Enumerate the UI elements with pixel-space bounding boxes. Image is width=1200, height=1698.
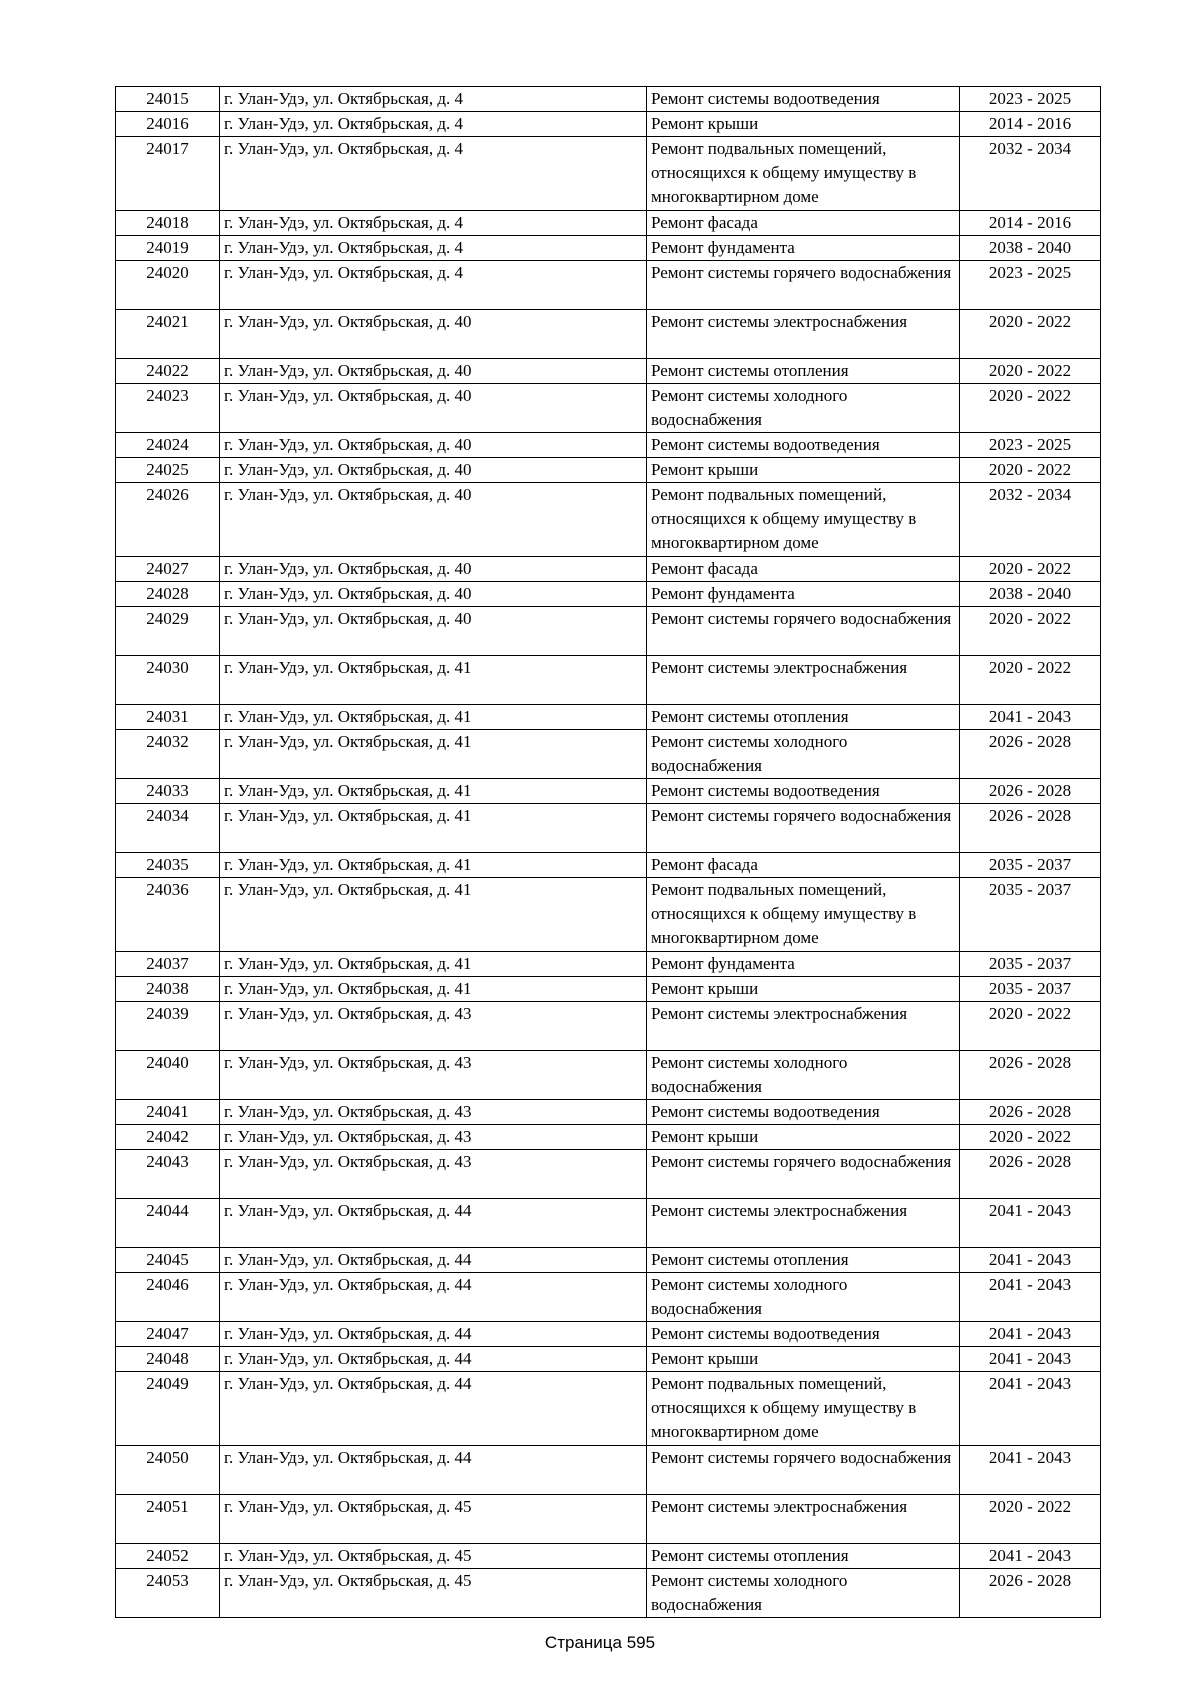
work-type-cell: Ремонт системы холодного водоснабжения — [647, 1273, 960, 1322]
work-type-cell: Ремонт фасада — [647, 211, 960, 236]
table-row — [116, 261, 1101, 310]
period-cell: 2014 - 2016 — [960, 211, 1101, 236]
address-cell: г. Улан-Удэ, ул. Октябрьская, д. 41 — [220, 656, 647, 705]
address-cell: г. Улан-Удэ, ул. Октябрьская, д. 44 — [220, 1199, 647, 1248]
address-cell: г. Улан-Удэ, ул. Октябрьская, д. 41 — [220, 977, 647, 1002]
period-cell: 2023 - 2025 — [960, 261, 1101, 310]
record-number-cell: 24025 — [116, 458, 220, 483]
record-number-cell: 24020 — [116, 261, 220, 310]
address-cell: г. Улан-Удэ, ул. Октябрьская, д. 43 — [220, 1051, 647, 1100]
record-number-cell: 24021 — [116, 310, 220, 359]
table-body — [116, 87, 1101, 1618]
address-cell: г. Улан-Удэ, ул. Октябрьская, д. 40 — [220, 433, 647, 458]
work-type-cell: Ремонт подвальных помещений, относящихся к общему имуществу в многоквартирном доме — [647, 483, 960, 557]
period-cell: 2041 - 2043 — [960, 1248, 1101, 1273]
work-type-cell: Ремонт фасада — [647, 557, 960, 582]
table-row — [116, 705, 1101, 730]
record-number-cell: 24043 — [116, 1150, 220, 1199]
record-number-cell: 24029 — [116, 607, 220, 656]
period-cell: 2020 - 2022 — [960, 359, 1101, 384]
address-cell: г. Улан-Удэ, ул. Октябрьская, д. 40 — [220, 458, 647, 483]
address-cell: г. Улан-Удэ, ул. Октябрьская, д. 43 — [220, 1002, 647, 1051]
address-cell: г. Улан-Удэ, ул. Октябрьская, д. 44 — [220, 1248, 647, 1273]
period-cell: 2035 - 2037 — [960, 952, 1101, 977]
work-type-cell: Ремонт системы отопления — [647, 1544, 960, 1569]
work-type-cell: Ремонт системы горячего водоснабжения — [647, 804, 960, 853]
table-row — [116, 1322, 1101, 1347]
period-cell: 2020 - 2022 — [960, 384, 1101, 433]
table-row — [116, 1544, 1101, 1569]
record-number-cell: 24018 — [116, 211, 220, 236]
address-cell: г. Улан-Удэ, ул. Октябрьская, д. 41 — [220, 853, 647, 878]
period-cell: 2026 - 2028 — [960, 1150, 1101, 1199]
work-type-cell: Ремонт фундамента — [647, 952, 960, 977]
table-row — [116, 483, 1101, 557]
period-cell: 2020 - 2022 — [960, 656, 1101, 705]
address-cell: г. Улан-Удэ, ул. Октябрьская, д. 45 — [220, 1544, 647, 1569]
address-cell: г. Улан-Удэ, ул. Октябрьская, д. 40 — [220, 359, 647, 384]
record-number-cell: 24034 — [116, 804, 220, 853]
address-cell: г. Улан-Удэ, ул. Октябрьская, д. 4 — [220, 236, 647, 261]
work-type-cell: Ремонт системы водоотведения — [647, 433, 960, 458]
work-type-cell: Ремонт системы горячего водоснабжения — [647, 1150, 960, 1199]
table-row — [116, 656, 1101, 705]
period-cell: 2023 - 2025 — [960, 87, 1101, 112]
table-row — [116, 211, 1101, 236]
record-number-cell: 24016 — [116, 112, 220, 137]
page-number: Страница 595 — [544, 1633, 656, 1652]
record-number-cell: 24017 — [116, 137, 220, 211]
record-number-cell: 24023 — [116, 384, 220, 433]
record-number-cell: 24052 — [116, 1544, 220, 1569]
period-cell: 2041 - 2043 — [960, 1322, 1101, 1347]
table-row — [116, 557, 1101, 582]
period-cell: 2026 - 2028 — [960, 730, 1101, 779]
address-cell: г. Улан-Удэ, ул. Октябрьская, д. 44 — [220, 1322, 647, 1347]
work-type-cell: Ремонт системы водоотведения — [647, 87, 960, 112]
table-row — [116, 1150, 1101, 1199]
address-cell: г. Улан-Удэ, ул. Октябрьская, д. 41 — [220, 878, 647, 952]
record-number-cell: 24022 — [116, 359, 220, 384]
period-cell: 2020 - 2022 — [960, 557, 1101, 582]
work-type-cell: Ремонт системы отопления — [647, 1248, 960, 1273]
record-number-cell: 24048 — [116, 1347, 220, 1372]
record-number-cell: 24027 — [116, 557, 220, 582]
work-type-cell: Ремонт системы электроснабжения — [647, 1002, 960, 1051]
work-type-cell: Ремонт системы электроснабжения — [647, 310, 960, 359]
record-number-cell: 24051 — [116, 1495, 220, 1544]
period-cell: 2038 - 2040 — [960, 236, 1101, 261]
table-row — [116, 1248, 1101, 1273]
work-type-cell: Ремонт крыши — [647, 112, 960, 137]
period-cell: 2020 - 2022 — [960, 1125, 1101, 1150]
work-type-cell: Ремонт системы водоотведения — [647, 1322, 960, 1347]
address-cell: г. Улан-Удэ, ул. Октябрьская, д. 44 — [220, 1273, 647, 1322]
work-type-cell: Ремонт подвальных помещений, относящихся к общему имуществу в многоквартирном доме — [647, 137, 960, 211]
period-cell: 2038 - 2040 — [960, 582, 1101, 607]
record-number-cell: 24035 — [116, 853, 220, 878]
table-row — [116, 137, 1101, 211]
address-cell: г. Улан-Удэ, ул. Октябрьская, д. 40 — [220, 582, 647, 607]
record-number-cell: 24039 — [116, 1002, 220, 1051]
record-number-cell: 24037 — [116, 952, 220, 977]
record-number-cell: 24041 — [116, 1100, 220, 1125]
period-cell: 2041 - 2043 — [960, 705, 1101, 730]
address-cell: г. Улан-Удэ, ул. Октябрьская, д. 4 — [220, 87, 647, 112]
table-row — [116, 87, 1101, 112]
work-type-cell: Ремонт системы горячего водоснабжения — [647, 1446, 960, 1495]
period-cell: 2020 - 2022 — [960, 1002, 1101, 1051]
address-cell: г. Улан-Удэ, ул. Октябрьская, д. 4 — [220, 137, 647, 211]
work-type-cell: Ремонт подвальных помещений, относящихся к общему имуществу в многоквартирном доме — [647, 878, 960, 952]
table-row — [116, 1199, 1101, 1248]
record-number-cell: 24040 — [116, 1051, 220, 1100]
work-type-cell: Ремонт крыши — [647, 1347, 960, 1372]
table-row — [116, 433, 1101, 458]
record-number-cell: 24026 — [116, 483, 220, 557]
record-number-cell: 24050 — [116, 1446, 220, 1495]
work-type-cell: Ремонт системы электроснабжения — [647, 656, 960, 705]
address-cell: г. Улан-Удэ, ул. Октябрьская, д. 40 — [220, 557, 647, 582]
work-type-cell: Ремонт системы водоотведения — [647, 1100, 960, 1125]
work-type-cell: Ремонт фундамента — [647, 582, 960, 607]
period-cell: 2026 - 2028 — [960, 1100, 1101, 1125]
address-cell: г. Улан-Удэ, ул. Октябрьская, д. 43 — [220, 1125, 647, 1150]
table-row — [116, 458, 1101, 483]
record-number-cell: 24042 — [116, 1125, 220, 1150]
address-cell: г. Улан-Удэ, ул. Октябрьская, д. 40 — [220, 483, 647, 557]
period-cell: 2026 - 2028 — [960, 1051, 1101, 1100]
record-number-cell: 24033 — [116, 779, 220, 804]
table-row — [116, 1125, 1101, 1150]
table-row — [116, 1100, 1101, 1125]
record-number-cell: 24036 — [116, 878, 220, 952]
period-cell: 2035 - 2037 — [960, 878, 1101, 952]
address-cell: г. Улан-Удэ, ул. Октябрьская, д. 41 — [220, 779, 647, 804]
work-type-cell: Ремонт крыши — [647, 977, 960, 1002]
table-row — [116, 384, 1101, 433]
work-type-cell: Ремонт фундамента — [647, 236, 960, 261]
record-number-cell: 24015 — [116, 87, 220, 112]
table-row — [116, 1347, 1101, 1372]
address-cell: г. Улан-Удэ, ул. Октябрьская, д. 4 — [220, 112, 647, 137]
work-type-cell: Ремонт подвальных помещений, относящихся к общему имуществу в многоквартирном доме — [647, 1372, 960, 1446]
address-cell: г. Улан-Удэ, ул. Октябрьская, д. 45 — [220, 1569, 647, 1618]
table-row — [116, 952, 1101, 977]
period-cell: 2041 - 2043 — [960, 1544, 1101, 1569]
work-type-cell: Ремонт системы горячего водоснабжения — [647, 607, 960, 656]
table-row — [116, 1495, 1101, 1544]
record-number-cell: 24028 — [116, 582, 220, 607]
work-type-cell: Ремонт системы холодного водоснабжения — [647, 1569, 960, 1618]
address-cell: г. Улан-Удэ, ул. Октябрьская, д. 41 — [220, 705, 647, 730]
table-row — [116, 236, 1101, 261]
period-cell: 2041 - 2043 — [960, 1199, 1101, 1248]
record-number-cell: 24047 — [116, 1322, 220, 1347]
record-number-cell: 24038 — [116, 977, 220, 1002]
table-row — [116, 112, 1101, 137]
address-cell: г. Улан-Удэ, ул. Октябрьская, д. 41 — [220, 952, 647, 977]
address-cell: г. Улан-Удэ, ул. Октябрьская, д. 40 — [220, 384, 647, 433]
address-cell: г. Улан-Удэ, ул. Октябрьская, д. 44 — [220, 1372, 647, 1446]
period-cell: 2020 - 2022 — [960, 1495, 1101, 1544]
period-cell: 2020 - 2022 — [960, 310, 1101, 359]
work-type-cell: Ремонт крыши — [647, 458, 960, 483]
table-row — [116, 582, 1101, 607]
address-cell: г. Улан-Удэ, ул. Октябрьская, д. 4 — [220, 211, 647, 236]
address-cell: г. Улан-Удэ, ул. Октябрьская, д. 4 — [220, 261, 647, 310]
record-number-cell: 24045 — [116, 1248, 220, 1273]
period-cell: 2020 - 2022 — [960, 607, 1101, 656]
record-number-cell: 24024 — [116, 433, 220, 458]
table-row — [116, 804, 1101, 853]
address-cell: г. Улан-Удэ, ул. Октябрьская, д. 45 — [220, 1495, 647, 1544]
table-row — [116, 1051, 1101, 1100]
address-cell: г. Улан-Удэ, ул. Октябрьская, д. 40 — [220, 607, 647, 656]
table-row — [116, 310, 1101, 359]
period-cell: 2026 - 2028 — [960, 804, 1101, 853]
table-row — [116, 607, 1101, 656]
period-cell: 2023 - 2025 — [960, 433, 1101, 458]
period-cell: 2032 - 2034 — [960, 137, 1101, 211]
work-type-cell: Ремонт системы холодного водоснабжения — [647, 384, 960, 433]
record-number-cell: 24049 — [116, 1372, 220, 1446]
period-cell: 2041 - 2043 — [960, 1372, 1101, 1446]
period-cell: 2035 - 2037 — [960, 977, 1101, 1002]
record-number-cell: 24032 — [116, 730, 220, 779]
record-number-cell: 24019 — [116, 236, 220, 261]
table-row — [116, 1569, 1101, 1618]
work-type-cell: Ремонт фасада — [647, 853, 960, 878]
record-number-cell: 24031 — [116, 705, 220, 730]
period-cell: 2032 - 2034 — [960, 483, 1101, 557]
address-cell: г. Улан-Удэ, ул. Октябрьская, д. 41 — [220, 730, 647, 779]
record-number-cell: 24030 — [116, 656, 220, 705]
record-number-cell: 24046 — [116, 1273, 220, 1322]
work-type-cell: Ремонт системы горячего водоснабжения — [647, 261, 960, 310]
period-cell: 2026 - 2028 — [960, 779, 1101, 804]
work-type-cell: Ремонт системы электроснабжения — [647, 1495, 960, 1544]
record-number-cell: 24053 — [116, 1569, 220, 1618]
table-row — [116, 878, 1101, 952]
period-cell: 2035 - 2037 — [960, 853, 1101, 878]
table-row — [116, 730, 1101, 779]
work-type-cell: Ремонт системы водоотведения — [647, 779, 960, 804]
work-type-cell: Ремонт системы отопления — [647, 359, 960, 384]
work-type-cell: Ремонт системы холодного водоснабжения — [647, 730, 960, 779]
address-cell: г. Улан-Удэ, ул. Октябрьская, д. 40 — [220, 310, 647, 359]
period-cell: 2041 - 2043 — [960, 1273, 1101, 1322]
work-type-cell: Ремонт крыши — [647, 1125, 960, 1150]
record-number-cell: 24044 — [116, 1199, 220, 1248]
period-cell: 2041 - 2043 — [960, 1347, 1101, 1372]
period-cell: 2041 - 2043 — [960, 1446, 1101, 1495]
table-row — [116, 359, 1101, 384]
address-cell: г. Улан-Удэ, ул. Октябрьская, д. 44 — [220, 1446, 647, 1495]
table-row — [116, 1446, 1101, 1495]
address-cell: г. Улан-Удэ, ул. Октябрьская, д. 43 — [220, 1100, 647, 1125]
repair-schedule-table — [115, 86, 1101, 1618]
table-row — [116, 779, 1101, 804]
table-row — [116, 977, 1101, 1002]
period-cell: 2020 - 2022 — [960, 458, 1101, 483]
work-type-cell: Ремонт системы электроснабжения — [647, 1199, 960, 1248]
period-cell: 2026 - 2028 — [960, 1569, 1101, 1618]
table-row — [116, 1372, 1101, 1446]
work-type-cell: Ремонт системы отопления — [647, 705, 960, 730]
address-cell: г. Улан-Удэ, ул. Октябрьская, д. 43 — [220, 1150, 647, 1199]
work-type-cell: Ремонт системы холодного водоснабжения — [647, 1051, 960, 1100]
address-cell: г. Улан-Удэ, ул. Октябрьская, д. 41 — [220, 804, 647, 853]
period-cell: 2014 - 2016 — [960, 112, 1101, 137]
table-row — [116, 853, 1101, 878]
table-row — [116, 1273, 1101, 1322]
table-row — [116, 1002, 1101, 1051]
address-cell: г. Улан-Удэ, ул. Октябрьская, д. 44 — [220, 1347, 647, 1372]
